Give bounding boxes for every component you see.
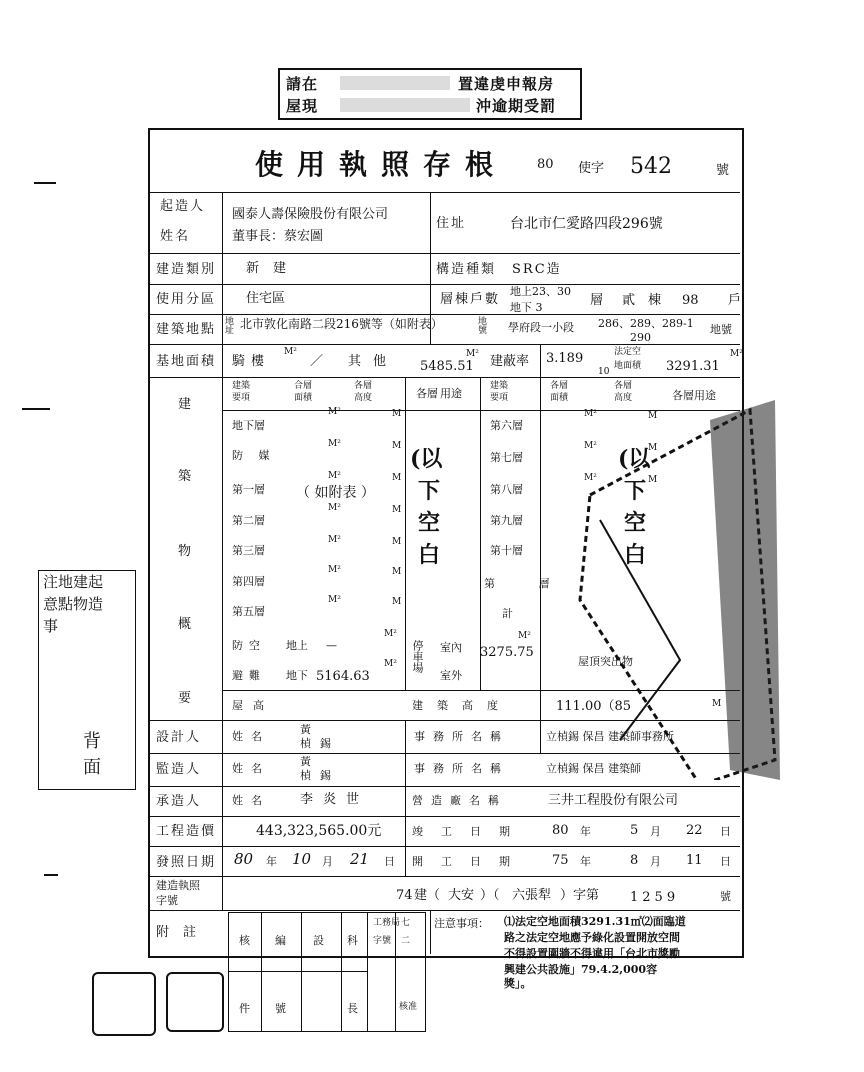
license-type: 使字: [578, 161, 605, 176]
applicant-label: 起造人: [160, 199, 206, 214]
supervisor-name-3: 錫: [320, 769, 331, 782]
building-count: 貳: [622, 293, 636, 308]
head-right-1b: 要項: [490, 393, 509, 403]
permit-number: 1259: [630, 890, 680, 905]
signoff-a: 核: [239, 934, 250, 947]
grid-line: [148, 377, 740, 378]
issue-label: 發照日期: [156, 855, 217, 870]
unit-m2: M²: [328, 407, 341, 417]
signoff-stamp-4: 二: [401, 936, 411, 946]
location-address: 北市敦化南路二段216號等（如附表）: [240, 317, 443, 331]
cost-value: 443,323,565.00元: [256, 823, 382, 839]
head-right-1: 建築: [490, 381, 509, 391]
applicant-rep: 董事長：蔡宏圖: [232, 229, 324, 244]
grid-line: [148, 876, 740, 877]
open-value: 3291.31: [666, 359, 720, 374]
coverage-value: 3.189: [546, 351, 584, 366]
unit-m: M: [392, 441, 402, 451]
completion-month: 5: [630, 823, 639, 838]
floors-label: 層棟戶數: [440, 292, 501, 307]
signoff-e: 長: [347, 1002, 358, 1015]
floor-left-4: 第二層: [232, 514, 265, 527]
year-unit: 年: [580, 855, 591, 868]
blank-left-1: (以: [410, 446, 443, 472]
designer-office-label: 事務所名稱: [414, 730, 509, 743]
grid-line: [405, 720, 406, 876]
unit-m: M: [392, 409, 402, 419]
unit-m: M: [648, 475, 658, 485]
grid-line: [261, 913, 262, 1031]
open-label-2: 地面積: [614, 361, 642, 371]
grid-line: [222, 192, 223, 910]
floor-left-1: 地下層: [232, 419, 265, 432]
site-area-label: 基地面積: [156, 354, 217, 369]
side-label-1: 建: [178, 397, 194, 412]
location-label: 建築地點: [156, 322, 217, 337]
parking-value: 3275.75: [480, 645, 534, 660]
unit-m2: M²: [328, 565, 341, 575]
open-unit: M²: [730, 349, 743, 359]
smudge: [340, 76, 450, 90]
supervisor-name-1: 黃: [300, 755, 311, 768]
supervisor-office: 立楨錫 保昌 建築師: [546, 762, 641, 775]
head-left-2: 合層: [294, 381, 313, 391]
permit-suffix: 號: [720, 890, 731, 903]
contractor-label: 承造人: [156, 794, 202, 809]
remarks-label: 附註: [156, 925, 211, 940]
lot-prefix: 地號: [478, 317, 488, 336]
head-left-4: 各層: [416, 387, 438, 400]
supervisor-name-2: 楨: [300, 769, 311, 782]
side-note-card: [38, 570, 136, 790]
grid-line: [148, 786, 740, 787]
permit-code: 六張犁: [512, 888, 552, 903]
address-label: 住址: [436, 216, 467, 231]
note-line-1: ⑴法定空地面積3291.31㎡⑵面臨道: [504, 915, 686, 928]
notice-line-2-end: 沖逾期受罰: [476, 97, 557, 115]
license-suffix: 號: [716, 163, 730, 178]
start-year: 75: [552, 853, 569, 868]
shelter-below-label: 地下: [286, 669, 308, 682]
card-line-2: 意點物造: [43, 595, 104, 613]
designer-name-1: 黃: [300, 723, 311, 736]
permit-paren: ）（: [480, 888, 500, 903]
grid-line: [148, 192, 740, 193]
floor-left-2: 防 媒: [232, 449, 276, 462]
floor-right-1: 第六層: [490, 419, 523, 432]
building-height-label: 建築高度: [412, 699, 512, 712]
unit-m2: M²: [328, 471, 341, 481]
supervisor-office-label: 事務所名稱: [414, 762, 509, 775]
parking-unit: M²: [518, 631, 531, 641]
completion-day: 22: [686, 823, 703, 838]
year-unit: 年: [266, 855, 277, 868]
ridge-label: 騎樓: [232, 354, 271, 369]
contractor-firm-label: 營造廠名稱: [412, 794, 507, 807]
floors-below: 地下 3: [510, 301, 543, 314]
head-right-2b: 面積: [550, 393, 569, 403]
unit-m2: M²: [584, 441, 597, 451]
issue-day: 21: [350, 850, 370, 868]
shelter-label-1: 防空: [232, 639, 266, 652]
building-height-value: 111.00（85: [556, 699, 632, 714]
other-label: 其他: [348, 354, 399, 369]
day-unit: 日: [720, 855, 731, 868]
unit-m: M: [392, 567, 402, 577]
floor-right-2: 第七層: [490, 451, 523, 464]
shelter-above-value: —: [326, 639, 337, 652]
signoff-g: 號: [275, 1002, 286, 1015]
year-unit: 年: [580, 825, 591, 838]
day-unit: 日: [384, 855, 395, 868]
grid-line: [540, 344, 541, 753]
designer-label: 設計人: [156, 730, 202, 745]
parking-indoor: 室內: [440, 641, 462, 654]
applicant-address: 台北市仁愛路四段296號: [510, 216, 663, 232]
side-label-5: 要: [178, 691, 194, 706]
smudge: [340, 98, 470, 112]
start-day: 11: [686, 853, 703, 868]
license-number: 542: [630, 154, 672, 179]
folded-page-stamp-overlay: [560, 400, 780, 780]
head-right-3: 各層: [614, 381, 633, 391]
blank-right-4: 白: [624, 542, 647, 568]
permit-zi: ）字第: [560, 888, 600, 903]
floor-unit: 層: [590, 293, 604, 308]
shelter-unit: M²: [384, 629, 397, 639]
signoff-stamp-5: 核准: [399, 1002, 418, 1012]
ridge-value: ／: [310, 354, 324, 369]
height-label: 屋高: [232, 699, 274, 712]
head-left-3b: 高度: [354, 393, 373, 403]
note-line-4: 興建公共設施」79.4.2,000容: [504, 963, 658, 976]
building-height-unit: M: [712, 699, 722, 709]
grid-line: [148, 816, 740, 817]
day-unit: 日: [720, 825, 731, 838]
floor-left-5: 第三層: [232, 544, 265, 557]
month-unit: 月: [322, 855, 333, 868]
building-unit: 棟: [648, 293, 662, 308]
note-label: 注意事項：: [434, 917, 489, 930]
parking-outdoor: 室外: [440, 669, 462, 682]
attached-note: （ 如附表 ）: [296, 485, 375, 501]
grid-line: [148, 846, 740, 847]
completion-label: 竣工日期: [412, 825, 528, 838]
grid-line: [341, 913, 342, 1031]
note-line-5: 獎」。: [504, 977, 532, 990]
coverage-label: 建蔽率: [490, 354, 530, 369]
permit-year: 74: [396, 888, 413, 903]
start-month: 8: [630, 853, 639, 868]
floor-left-3: 第一層: [232, 483, 265, 496]
grid-line: [301, 913, 302, 1031]
contractor-name-label: 姓名: [232, 794, 270, 807]
lot-numbers: 286、289、289-1: [598, 317, 694, 330]
contractor-firm: 三井工程股份有限公司: [548, 793, 679, 808]
unit-m2: M²: [584, 473, 597, 483]
grid-line: [148, 253, 740, 254]
structure-label: 構造種類: [436, 262, 497, 277]
grid-line: [148, 284, 740, 285]
blank-right-1: (以: [618, 446, 651, 472]
signoff-c: 設: [313, 934, 324, 947]
unit-count: 98: [682, 293, 699, 308]
unit-m2: M²: [328, 439, 341, 449]
open-label-1: 法定空: [614, 347, 642, 357]
issue-month: 10: [292, 850, 312, 868]
floor-right-6: 第 層: [484, 577, 570, 590]
shelter-below-value: 5164.63: [316, 669, 370, 684]
seal-stamp: [92, 972, 156, 1036]
head-left-4b: 用途: [440, 387, 462, 400]
lot-section: 學府段一小段: [508, 321, 574, 334]
note-line-3: 不得設置圍牆不得違用「台北市獎勵: [504, 947, 680, 960]
side-label-2: 築: [178, 469, 194, 484]
edge-mark: [34, 182, 56, 184]
side-label-4: 概: [178, 617, 194, 632]
form-title: 使用執照存根: [255, 148, 508, 181]
floor-right-4: 第九層: [490, 514, 523, 527]
blank-left-2: 下: [418, 478, 441, 504]
grid-line: [405, 377, 406, 690]
structure-value: SRC造: [512, 262, 562, 277]
grid-line: [148, 314, 740, 315]
head-left-1b: 要項: [232, 393, 251, 403]
supervisor-label: 監造人: [156, 762, 202, 777]
head-left-2b: 面積: [294, 393, 313, 403]
designer-name-label: 姓名: [232, 730, 270, 743]
unit-m: M: [392, 597, 402, 607]
grid-line: [430, 910, 431, 954]
notice-line-1: 請在: [286, 75, 319, 93]
edge-mark: [22, 408, 50, 410]
lot-suffix: 地號: [710, 323, 732, 336]
unit-m2: M²: [584, 409, 597, 419]
blank-left-4: 白: [418, 542, 441, 568]
contractor-name: 李炎世: [300, 792, 370, 807]
signoff-box: [228, 912, 426, 1032]
unit-m: M: [392, 537, 402, 547]
location-addr-prefix: 地址: [225, 317, 235, 336]
notice-stamp: [278, 68, 582, 120]
unit-m: M: [392, 473, 402, 483]
grid-line: [229, 971, 367, 972]
card-line-1: 注地建起: [43, 573, 104, 591]
card-back-2: 面: [83, 757, 101, 778]
seal-stamp: [166, 972, 224, 1032]
build-type-value: 新建: [246, 261, 301, 276]
signoff-b: 編: [275, 934, 286, 947]
issue-year: 80: [234, 850, 254, 868]
unit-m: M: [392, 505, 402, 515]
shelter-above-label: 地上: [286, 639, 308, 652]
head-right-4: 各層用途: [672, 389, 716, 402]
card-line-3: 事: [43, 617, 59, 635]
floor-left-7: 第五層: [232, 605, 265, 618]
permit-district: 大安: [448, 888, 475, 903]
side-label-3: 物: [178, 544, 194, 559]
notice-line-1-end: 置違虔申報房: [458, 75, 555, 93]
unit-m2: M²: [328, 503, 341, 513]
lot-extra: 290: [630, 331, 651, 344]
grid-line: [148, 344, 740, 345]
floor-right-5: 第十層: [490, 544, 523, 557]
unit-m2: M²: [328, 535, 341, 545]
start-label: 開工日期: [412, 855, 528, 868]
ridge-unit: M²: [284, 347, 297, 357]
unit-m2: M²: [328, 595, 341, 605]
floor-right-7: 計: [502, 607, 513, 620]
signoff-stamp-2: 字號: [373, 936, 392, 946]
head-right-2: 各層: [550, 381, 569, 391]
month-unit: 月: [650, 825, 661, 838]
designer-office: 立楨錫 保昌 建築師事務所: [546, 730, 674, 743]
notice-line-2: 屋現: [286, 97, 319, 115]
month-unit: 月: [650, 855, 661, 868]
permit-jian: 建（: [414, 888, 441, 903]
completion-year: 80: [552, 823, 569, 838]
head-left-1: 建築: [232, 381, 251, 391]
build-type-label: 建造類別: [156, 262, 217, 277]
permit-label-1: 建造執照: [156, 879, 200, 892]
designer-name-2: 楨: [300, 737, 311, 750]
floor-left-6: 第四層: [232, 575, 265, 588]
applicant-name-label: 姓名: [160, 229, 191, 244]
signoff-d: 科: [347, 934, 358, 947]
shelter-label-2: 避難: [232, 669, 266, 682]
unit-m: M: [648, 411, 658, 421]
blank-right-3: 空: [624, 510, 647, 536]
note-line-2: 路之法定空地應予綠化設置開放空間: [504, 931, 680, 944]
edge-mark: [44, 874, 58, 876]
designer-name-3: 錫: [320, 737, 331, 750]
other-value: 5485.51: [420, 359, 474, 374]
head-left-3: 各層: [354, 381, 373, 391]
shelter-unit: M²: [384, 659, 397, 669]
roof-label: 屋頂突出物: [578, 655, 633, 668]
signoff-f: 件: [239, 1002, 250, 1015]
signoff-stamp-3: 七: [401, 918, 411, 928]
unit-unit: 戶: [728, 293, 742, 308]
permit-label-2: 字號: [156, 894, 178, 907]
grid-line: [367, 913, 368, 1031]
license-year: 80: [537, 157, 554, 172]
blank-right-2: 下: [624, 478, 647, 504]
floor-right-3: 第八層: [490, 483, 523, 496]
other-unit: M²: [466, 349, 479, 359]
parking-label: 停車場: [411, 640, 424, 673]
card-back-1: 背: [83, 731, 101, 752]
cost-label: 工程造價: [156, 824, 217, 839]
coverage-den: 10: [598, 367, 610, 377]
signoff-stamp-1: 工務局: [373, 918, 401, 928]
grid-line: [148, 910, 740, 911]
head-right-3b: 高度: [614, 393, 633, 403]
grid-line: [395, 913, 396, 1031]
floors-above: 地上23、30: [510, 285, 571, 298]
unit-m: M: [648, 443, 658, 453]
grid-line: [480, 377, 481, 690]
applicant-name: 國泰人壽保險股份有限公司: [232, 207, 389, 222]
blank-left-3: 空: [418, 510, 441, 536]
zoning-value: 住宅區: [246, 291, 286, 306]
supervisor-name-label: 姓名: [232, 762, 270, 775]
zoning-label: 使用分區: [156, 292, 217, 307]
